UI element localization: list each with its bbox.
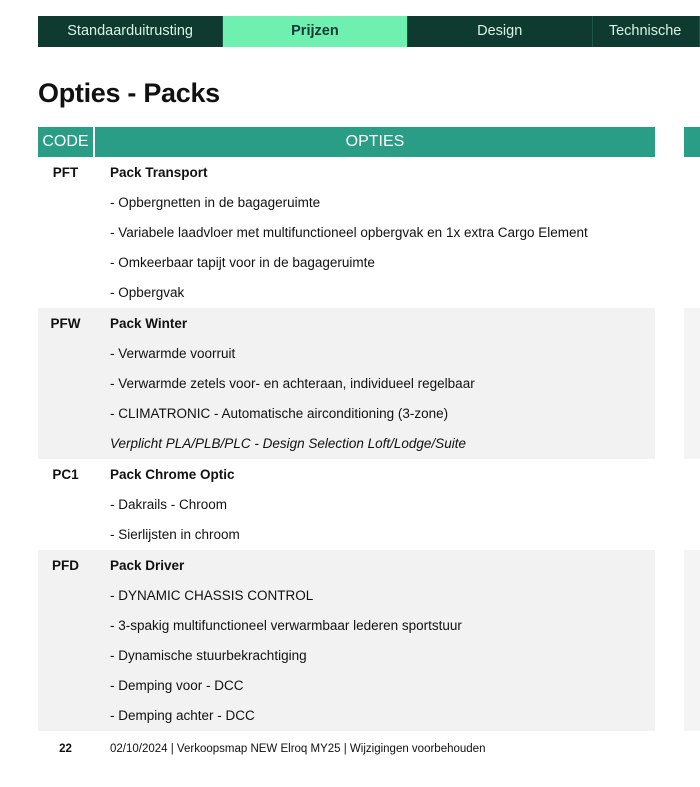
pack-item: - Variabele laadvloer met multifunctioneel opbergvak en 1x extra Cargo Element (110, 225, 588, 240)
pack-name: Pack Winter (110, 316, 188, 331)
pack-row-chrome-optic (38, 459, 655, 550)
pack-row-transport (38, 157, 655, 308)
pack-item: - Sierlijsten in chroom (110, 527, 240, 542)
pack-code: PFW (50, 316, 81, 331)
tab-prijzen[interactable]: Prijzen (223, 16, 407, 47)
pack-code: PFD (52, 558, 79, 573)
pack-row-winter (38, 308, 655, 459)
pack-name: Pack Driver (110, 558, 185, 573)
pack-item: - 3-spakig multifunctioneel verwarmbaar lederen sportstuur (110, 618, 462, 633)
pack-name: Pack Chrome Optic (110, 467, 235, 482)
page-number: 22 (59, 743, 72, 755)
tab-bar (38, 16, 700, 47)
pack-item: - Verwarmde voorruit (110, 346, 236, 361)
pack-row-driver (38, 550, 655, 731)
adjacent-table-edge (684, 308, 700, 459)
tab-design[interactable]: Design (408, 16, 593, 47)
pack-item: - Verwarmde zetels voor- en achteraan, individueel regelbaar (110, 376, 475, 391)
column-header-options: OPTIES (95, 127, 655, 157)
pack-item: - CLIMATRONIC - Automatische airconditioning (3-zone) (110, 406, 449, 421)
page-title: Opties - Packs (38, 78, 220, 108)
pack-item: - Dynamische stuurbekrachtiging (110, 648, 307, 663)
pack-name: Pack Transport (110, 165, 208, 180)
pack-item: - Omkeerbaar tapijt voor in de bagageruimte (110, 255, 375, 270)
pack-code: PFT (52, 165, 79, 180)
adjacent-table-header-edge (684, 127, 700, 157)
pack-item: - DYNAMIC CHASSIS CONTROL (110, 588, 314, 603)
tab-technische[interactable]: Technische (593, 16, 700, 47)
tab-standaarduitrusting[interactable]: Standaarduitrusting (38, 16, 223, 47)
column-header-code: CODE (38, 127, 93, 157)
pack-item: - Opbergnetten in de bagageruimte (110, 195, 321, 210)
pack-item: - Demping voor - DCC (110, 678, 244, 693)
pack-item: - Demping achter - DCC (110, 708, 255, 723)
pack-note: Verplicht PLA/PLB/PLC - Design Selection Loft/Lodge/Suite (110, 436, 466, 451)
adjacent-table-edge (684, 550, 700, 731)
pack-code: PC1 (52, 467, 79, 482)
pack-item: - Dakrails - Chroom (110, 497, 228, 512)
footer-text: 02/10/2024 | Verkoopsmap NEW Elroq MY25 | Wijzigingen voorbehouden (110, 743, 486, 755)
pack-item: - Opbergvak (110, 285, 185, 300)
